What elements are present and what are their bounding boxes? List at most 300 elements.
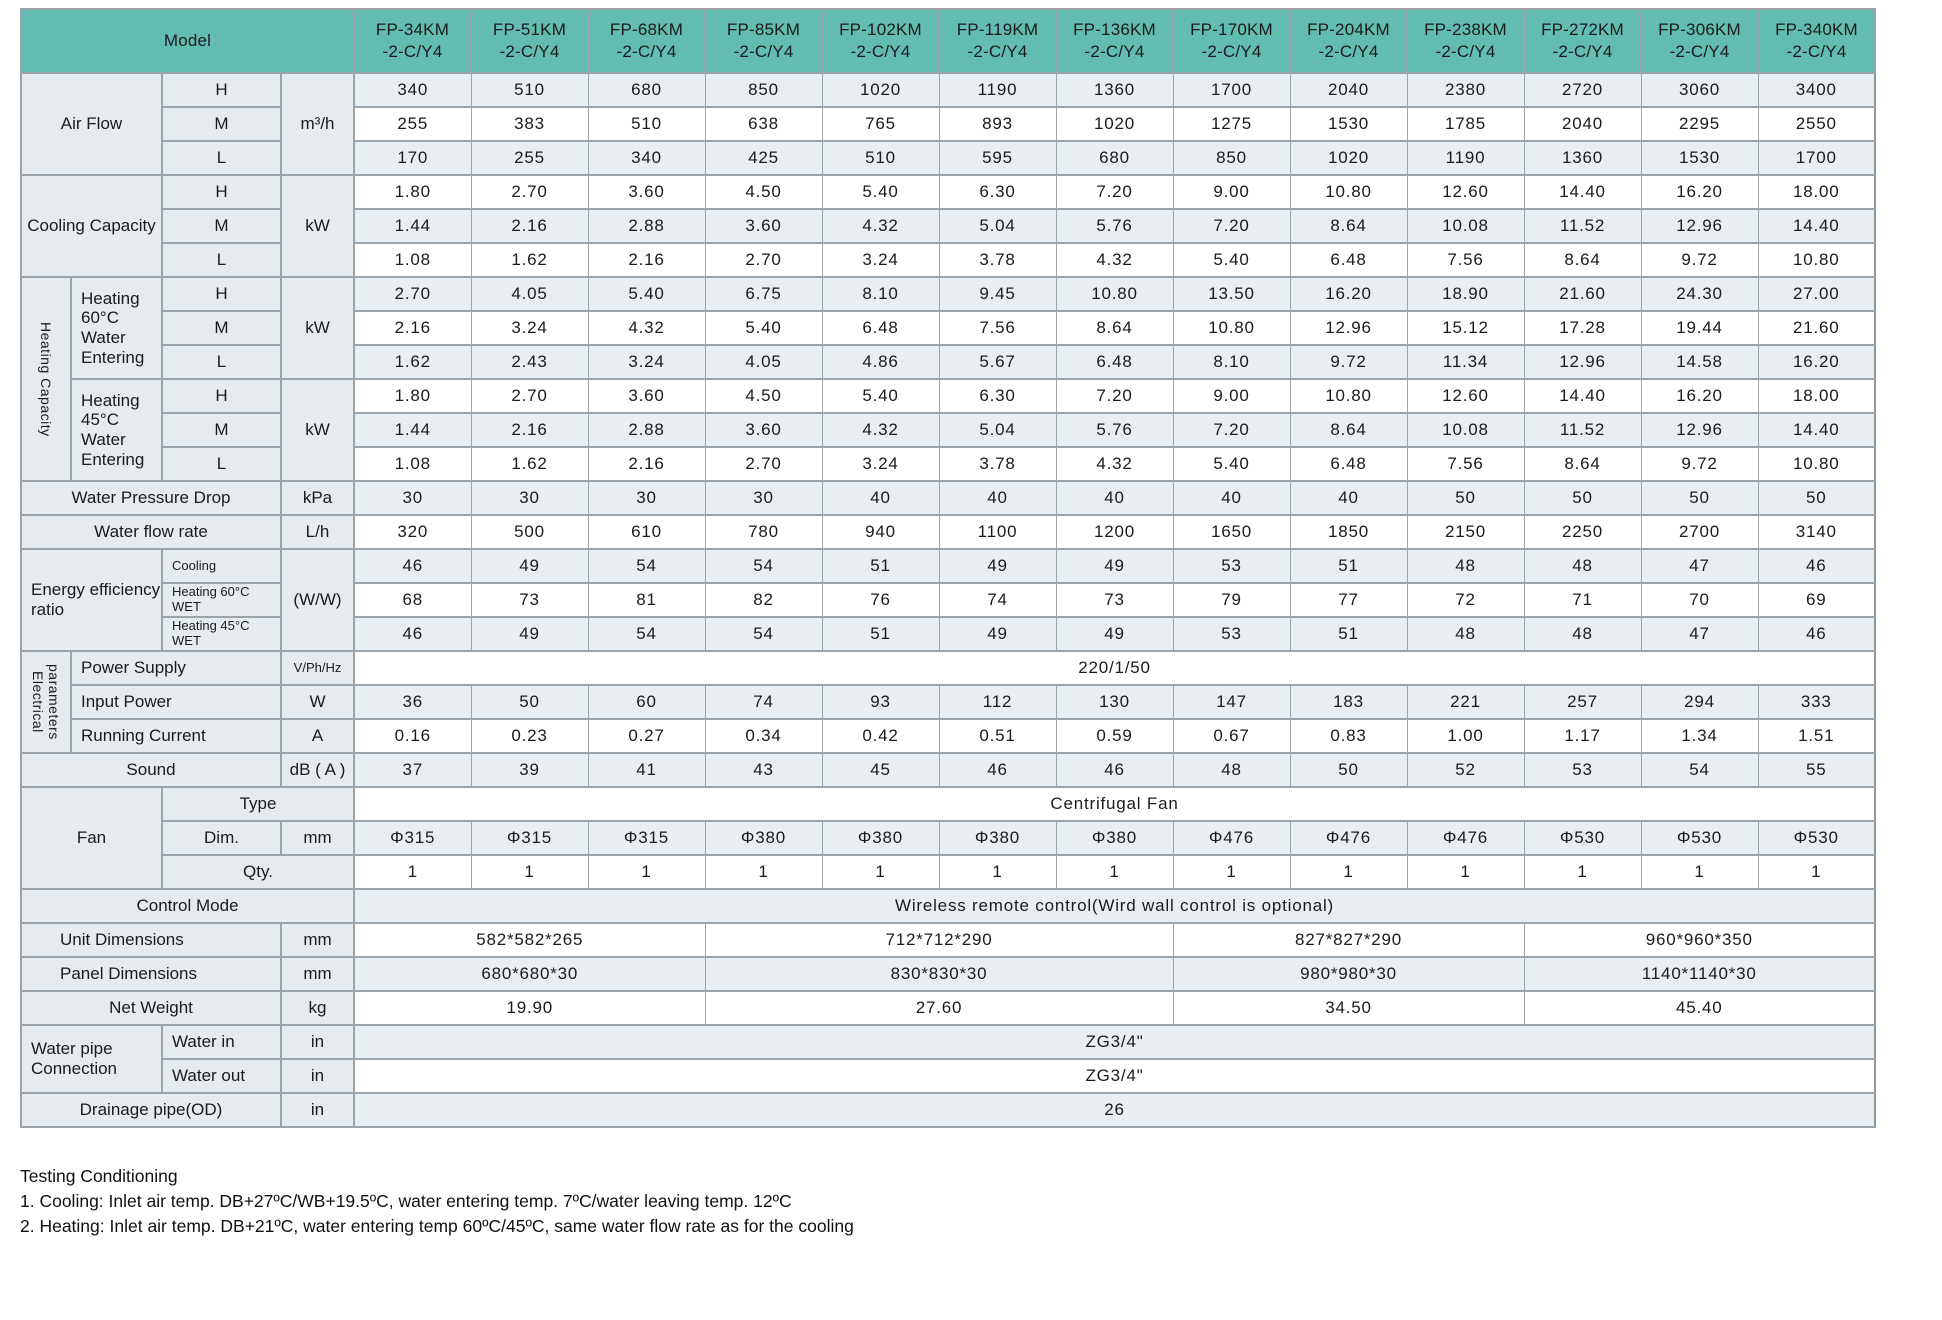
unit-cell: in [281,1059,354,1093]
value-cell: 2550 [1758,107,1875,141]
value-cell: 3.60 [705,413,822,447]
value-cell: Φ476 [1290,821,1407,855]
model-column-header [471,9,588,73]
value-cell: 7.56 [1407,447,1524,481]
value-cell: 54 [588,549,705,583]
row-label-power-supply: Power Supply [71,651,281,685]
value-cell: 0.59 [1056,719,1173,753]
value-cell: 30 [471,481,588,515]
value-cell: 5.40 [705,311,822,345]
table-row [21,855,1875,889]
model-name-line1: FP-119KM [956,19,1039,39]
value-cell: 14.58 [1641,345,1758,379]
table-row [21,481,1875,515]
span-value-cell: 980*980*30 [1173,957,1524,991]
value-cell: 8.64 [1290,413,1407,447]
model-name-line2: -2-C/Y4 [733,42,794,61]
row-label-unit-dimensions: Unit Dimensions [21,923,281,957]
value-cell: 2040 [1524,107,1641,141]
value-cell: 1.08 [354,243,471,277]
value-cell: 51 [822,617,939,651]
value-cell: 48 [1524,617,1641,651]
value-cell: 5.67 [939,345,1056,379]
value-cell: 425 [705,141,822,175]
value-cell: 50 [1641,481,1758,515]
table-row [21,277,1875,311]
value-cell: 11.52 [1524,209,1641,243]
speed-label-m: M [162,107,281,141]
value-cell: 53 [1173,549,1290,583]
value-cell: 12.96 [1641,413,1758,447]
value-cell: 680 [1056,141,1173,175]
value-cell: Φ380 [1056,821,1173,855]
unit-cell: kg [281,991,354,1025]
value-cell: 18.90 [1407,277,1524,311]
value-cell: 112 [939,685,1056,719]
value-cell: 77 [1290,583,1407,617]
value-cell: 5.76 [1056,209,1173,243]
value-cell: 765 [822,107,939,141]
value-cell: 9.00 [1173,379,1290,413]
model-header-cell: Model [21,9,354,73]
unit-cell: mm [281,821,354,855]
span-value-cell: 712*712*290 [705,923,1173,957]
model-name-line2: -2-C/Y4 [967,42,1028,61]
model-column-header [1641,9,1758,73]
speed-label-m: M [162,413,281,447]
value-cell: 4.05 [705,345,822,379]
value-cell: 73 [1056,583,1173,617]
value-cell: 610 [588,515,705,549]
value-cell: 2.16 [471,413,588,447]
value-cell: 5.40 [822,175,939,209]
value-cell: 12.96 [1641,209,1758,243]
value-cell: 10.08 [1407,209,1524,243]
value-cell: 1 [1407,855,1524,889]
value-cell: 2.16 [588,243,705,277]
value-cell: 15.12 [1407,311,1524,345]
model-name-line1: FP-68KM [609,19,684,39]
span-value-cell: 827*827*290 [1173,923,1524,957]
value-cell: Φ380 [822,821,939,855]
unit-cell: L/h [281,515,354,549]
model-name-line2: -2-C/Y4 [1435,42,1496,61]
row-label-control-mode: Control Mode [21,889,354,923]
value-cell: 320 [354,515,471,549]
value-cell: 2040 [1290,73,1407,107]
unit-cell: m³/h [281,73,354,175]
value-cell: 0.34 [705,719,822,753]
sub-label-heating-60-wet: Heating 60°C WET [162,583,281,617]
unit-cell: in [281,1093,354,1127]
table-row [21,957,1875,991]
value-cell: 12.60 [1407,379,1524,413]
row-label-water-flow-rate: Water flow rate [21,515,281,549]
model-column-header [1056,9,1173,73]
model-name-line2: -2-C/Y4 [1552,42,1613,61]
speed-label-h: H [162,175,281,209]
span-value-cell: ZG3/4" [354,1059,1875,1093]
value-cell: 5.76 [1056,413,1173,447]
value-cell: 7.20 [1056,379,1173,413]
rotated-group-label-heating-capacity: Heating Capacity [21,277,71,481]
value-cell: 4.86 [822,345,939,379]
value-cell: 1190 [1407,141,1524,175]
value-cell: 2.70 [705,447,822,481]
value-cell: 14.40 [1758,209,1875,243]
value-cell: 40 [1056,481,1173,515]
rotated-group-label-electrical-parameters: Electrical parameters [21,651,71,753]
value-cell: 51 [1290,617,1407,651]
value-cell: 3.60 [705,209,822,243]
value-cell: 255 [471,141,588,175]
value-cell: 39 [471,753,588,787]
value-cell: 46 [354,617,471,651]
value-cell: 2.70 [471,175,588,209]
value-cell: 1 [588,855,705,889]
value-cell: 1700 [1758,141,1875,175]
value-cell: 4.32 [822,209,939,243]
value-cell: 2.16 [471,209,588,243]
value-cell: 6.48 [1290,447,1407,481]
model-column-header [705,9,822,73]
value-cell: Φ315 [471,821,588,855]
value-cell: 8.64 [1524,447,1641,481]
header-row [21,9,1875,73]
value-cell: 1.08 [354,447,471,481]
value-cell: 10.80 [1173,311,1290,345]
table-row [21,379,1875,413]
table-row [21,753,1875,787]
value-cell: 37 [354,753,471,787]
span-value-cell: 960*960*350 [1524,923,1875,957]
unit-cell: kW [281,175,354,277]
value-cell: 5.40 [588,277,705,311]
value-cell: 1100 [939,515,1056,549]
value-cell: 4.50 [705,379,822,413]
value-cell: 0.27 [588,719,705,753]
value-cell: 46 [1758,617,1875,651]
table-row [21,719,1875,753]
value-cell: 50 [1758,481,1875,515]
value-cell: 0.51 [939,719,1056,753]
value-cell: 54 [705,549,822,583]
sub-label-water-in: Water in [162,1025,281,1059]
value-cell: 2.70 [354,277,471,311]
value-cell: 69 [1758,583,1875,617]
value-cell: Φ315 [588,821,705,855]
model-name-line2: -2-C/Y4 [1084,42,1145,61]
value-cell: 9.45 [939,277,1056,311]
value-cell: 9.72 [1641,243,1758,277]
model-name-line1: FP-306KM [1658,19,1741,39]
unit-cell: dB ( A ) [281,753,354,787]
table-row [21,1093,1875,1127]
value-cell: 2.88 [588,209,705,243]
value-cell: 340 [588,141,705,175]
value-cell: 147 [1173,685,1290,719]
value-cell: 50 [1524,481,1641,515]
value-cell: 1020 [1290,141,1407,175]
value-cell: 2295 [1641,107,1758,141]
value-cell: 4.32 [1056,447,1173,481]
value-cell: 40 [1290,481,1407,515]
value-cell: 81 [588,583,705,617]
value-cell: 1 [1056,855,1173,889]
value-cell: 1020 [822,73,939,107]
value-cell: 30 [354,481,471,515]
value-cell: 383 [471,107,588,141]
value-cell: 10.80 [1056,277,1173,311]
value-cell: 1 [1524,855,1641,889]
value-cell: 1 [822,855,939,889]
unit-cell: V/Ph/Hz [281,651,354,685]
value-cell: 46 [354,549,471,583]
value-cell: Φ315 [354,821,471,855]
value-cell: 510 [822,141,939,175]
table-header [21,9,1875,73]
value-cell: 17.28 [1524,311,1641,345]
value-cell: 3.60 [588,175,705,209]
row-label-heating-60: Heating 60°C Water Entering [71,277,162,379]
value-cell: 51 [1290,549,1407,583]
unit-cell: in [281,1025,354,1059]
value-cell: 6.48 [1056,345,1173,379]
unit-cell: mm [281,957,354,991]
value-cell: 3.24 [471,311,588,345]
sub-label-qty: Qty. [162,855,354,889]
value-cell: 50 [1290,753,1407,787]
value-cell: 940 [822,515,939,549]
value-cell: 1.17 [1524,719,1641,753]
note-line-1: 1. Cooling: Inlet air temp. DB+27ºC/WB+19.5ºC, water entering temp. 7ºC/water leaving temp. 12ºC [20,1190,792,1211]
value-cell: 8.64 [1524,243,1641,277]
value-cell: 53 [1173,617,1290,651]
value-cell: Φ380 [939,821,1056,855]
value-cell: 48 [1173,753,1290,787]
row-label-water-pressure-drop: Water Pressure Drop [21,481,281,515]
sub-label-cooling: Cooling [162,549,281,583]
value-cell: 41 [588,753,705,787]
value-cell: 1 [1290,855,1407,889]
spec-table [20,8,1876,1128]
model-name-line1: FP-102KM [839,19,922,39]
span-value-cell: 582*582*265 [354,923,705,957]
table-row [21,991,1875,1025]
model-column-header [588,9,705,73]
value-cell: 43 [705,753,822,787]
span-value-cell: 680*680*30 [354,957,705,991]
model-name-line2: -2-C/Y4 [1201,42,1262,61]
value-cell: 49 [471,549,588,583]
value-cell: 3.78 [939,243,1056,277]
value-cell: 3.24 [822,447,939,481]
value-cell: 18.00 [1758,379,1875,413]
value-cell: 0.42 [822,719,939,753]
sub-label-heating-45-wet: Heating 45°C WET [162,617,281,651]
value-cell: 13.50 [1173,277,1290,311]
value-cell: 11.52 [1524,413,1641,447]
unit-cell: mm [281,923,354,957]
value-cell: 12.96 [1524,345,1641,379]
value-cell: 9.00 [1173,175,1290,209]
value-cell: 850 [1173,141,1290,175]
model-name-line2: -2-C/Y4 [382,42,443,61]
value-cell: 36 [354,685,471,719]
table-body [21,73,1875,1127]
model-name-line2: -2-C/Y4 [1669,42,1730,61]
value-cell: 82 [705,583,822,617]
value-cell: 19.44 [1641,311,1758,345]
value-cell: 5.04 [939,413,1056,447]
unit-cell: kW [281,277,354,379]
unit-cell: (W/W) [281,549,354,651]
value-cell: 6.75 [705,277,822,311]
value-cell: 24.30 [1641,277,1758,311]
value-cell: 8.10 [1173,345,1290,379]
table-row [21,787,1875,821]
value-cell: 2.70 [471,379,588,413]
model-name-line2: -2-C/Y4 [499,42,560,61]
value-cell: 27.00 [1758,277,1875,311]
value-cell: 53 [1524,753,1641,787]
model-name-line1: FP-34KM [375,19,450,39]
value-cell: 40 [822,481,939,515]
value-cell: 49 [1056,549,1173,583]
span-value-cell: 1140*1140*30 [1524,957,1875,991]
speed-label-h: H [162,73,281,107]
value-cell: 638 [705,107,822,141]
row-label-sound: Sound [21,753,281,787]
value-cell: 2250 [1524,515,1641,549]
value-cell: 2.16 [588,447,705,481]
value-cell: 76 [822,583,939,617]
value-cell: 8.10 [822,277,939,311]
value-cell: 333 [1758,685,1875,719]
value-cell: 60 [588,685,705,719]
value-cell: 16.20 [1290,277,1407,311]
row-label-fan: Fan [21,787,162,889]
row-label-cooling-capacity: Cooling Capacity [21,175,162,277]
value-cell: 2380 [1407,73,1524,107]
value-cell: 3.24 [588,345,705,379]
value-cell: 3060 [1641,73,1758,107]
table-row [21,175,1875,209]
value-cell: 5.04 [939,209,1056,243]
value-cell: 1 [471,855,588,889]
model-name-line1: FP-204KM [1307,19,1390,39]
value-cell: 4.32 [1056,243,1173,277]
value-cell: 6.48 [1290,243,1407,277]
value-cell: 1020 [1056,107,1173,141]
table-row [21,821,1875,855]
value-cell: 14.40 [1758,413,1875,447]
span-value-cell: ZG3/4" [354,1025,1875,1059]
value-cell: 1785 [1407,107,1524,141]
row-label-air-flow: Air Flow [21,73,162,175]
value-cell: 0.83 [1290,719,1407,753]
value-cell: 73 [471,583,588,617]
table-row [21,651,1875,685]
value-cell: 183 [1290,685,1407,719]
model-name-line1: FP-136KM [1073,19,1156,39]
value-cell: 2700 [1641,515,1758,549]
value-cell: 1 [705,855,822,889]
value-cell: 1530 [1641,141,1758,175]
value-cell: 54 [588,617,705,651]
value-cell: 54 [705,617,822,651]
value-cell: 1.80 [354,175,471,209]
value-cell: 10.80 [1758,447,1875,481]
value-cell: 2.43 [471,345,588,379]
value-cell: Φ380 [705,821,822,855]
value-cell: Φ530 [1524,821,1641,855]
value-cell: 510 [471,73,588,107]
value-cell: 74 [939,583,1056,617]
value-cell: 1200 [1056,515,1173,549]
value-cell: 4.50 [705,175,822,209]
span-value-cell: 26 [354,1093,1875,1127]
value-cell: 6.30 [939,175,1056,209]
value-cell: 9.72 [1641,447,1758,481]
value-cell: 14.40 [1524,175,1641,209]
value-cell: 1.34 [1641,719,1758,753]
value-cell: 1530 [1290,107,1407,141]
testing-conditions-notes [20,1164,1942,1239]
value-cell: 79 [1173,583,1290,617]
model-column-header [1758,9,1875,73]
value-cell: 3400 [1758,73,1875,107]
model-column-header [1173,9,1290,73]
row-label-input-power: Input Power [71,685,281,719]
value-cell: 68 [354,583,471,617]
model-name-line2: -2-C/Y4 [616,42,677,61]
value-cell: 1.80 [354,379,471,413]
value-cell: 10.80 [1758,243,1875,277]
value-cell: 74 [705,685,822,719]
value-cell: 1 [1641,855,1758,889]
value-cell: 500 [471,515,588,549]
table-row [21,1059,1875,1093]
value-cell: 5.40 [1173,447,1290,481]
value-cell: 8.64 [1056,311,1173,345]
value-cell: 16.20 [1758,345,1875,379]
value-cell: 893 [939,107,1056,141]
speed-label-m: M [162,209,281,243]
value-cell: 255 [354,107,471,141]
value-cell: 294 [1641,685,1758,719]
unit-cell: W [281,685,354,719]
unit-cell: A [281,719,354,753]
value-cell: 1.44 [354,209,471,243]
value-cell: 50 [471,685,588,719]
value-cell: 1.00 [1407,719,1524,753]
value-cell: 1.62 [354,345,471,379]
span-value-cell: Centrifugal Fan [354,787,1875,821]
model-name-line2: -2-C/Y4 [1786,42,1847,61]
value-cell: 46 [1056,753,1173,787]
value-cell: 0.23 [471,719,588,753]
notes-title: Testing Conditioning [20,1166,178,1186]
model-name-line2: -2-C/Y4 [1318,42,1379,61]
value-cell: 1 [939,855,1056,889]
value-cell: 45 [822,753,939,787]
value-cell: 54 [1641,753,1758,787]
value-cell: 10.80 [1290,175,1407,209]
value-cell: 49 [939,617,1056,651]
table-row [21,889,1875,923]
unit-cell: kPa [281,481,354,515]
